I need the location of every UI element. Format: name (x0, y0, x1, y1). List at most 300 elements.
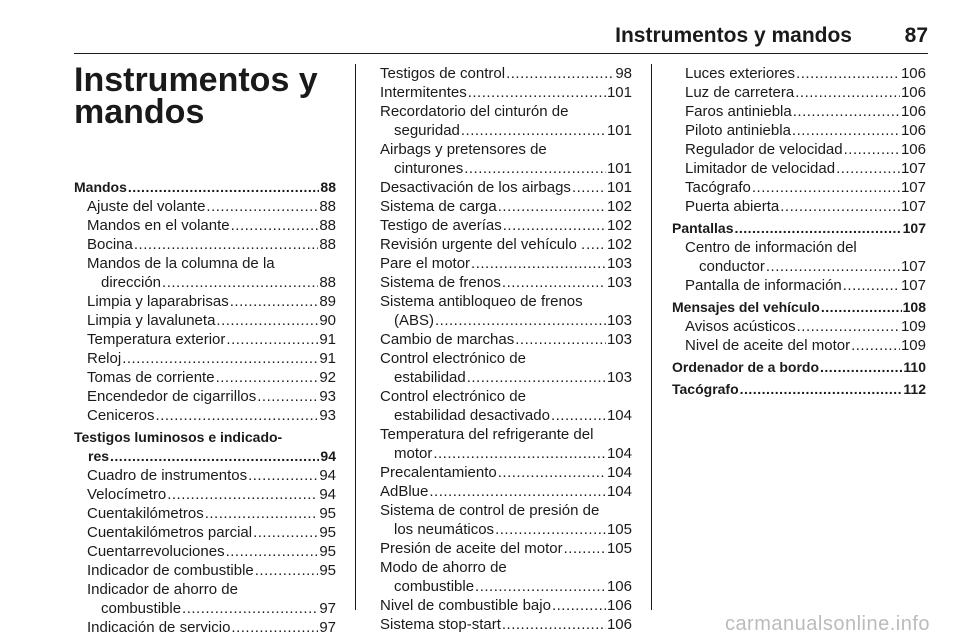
toc-entry-row (380, 178, 632, 197)
toc-entry-label: Sistema stop-start (380, 616, 501, 633)
toc-entry-row (380, 330, 632, 349)
toc-entry-row (380, 368, 632, 387)
toc-page-number: 109 (900, 337, 926, 354)
toc-entry-row (87, 273, 336, 292)
toc-entry-row (672, 380, 926, 399)
toc-entry-label: Nivel de combustible bajo (380, 597, 551, 614)
toc-entry-label: Ordenador de a bordo (672, 359, 820, 375)
dot-leader (255, 561, 319, 580)
toc-entry-label: Encendedor de cigarrillos (87, 388, 257, 405)
toc-column-1 (74, 61, 336, 637)
dot-leader (471, 254, 606, 273)
toc-entry-row (380, 311, 632, 330)
toc-entry-row (74, 447, 336, 466)
toc-entry-label: estabilidad (394, 369, 466, 386)
toc-entry[interactable] (672, 178, 926, 197)
toc-entry-label: Puerta abierta (685, 198, 780, 215)
dot-leader (551, 406, 606, 425)
toc-entry-label: Testigos de control (380, 65, 506, 82)
toc-entry-row (685, 178, 926, 197)
toc-entry-label: Temperatura exterior (87, 331, 226, 348)
toc-page-number: 101 (606, 160, 632, 177)
toc-entry-label: Sistema de frenos (380, 274, 501, 291)
toc-entry[interactable] (380, 64, 632, 83)
toc-page-number: 103 (606, 369, 632, 386)
toc-entry-label: Pare el motor (380, 255, 471, 272)
toc-section-entry[interactable] (672, 358, 926, 377)
dot-leader (475, 577, 606, 596)
dot-leader (843, 276, 900, 295)
toc-entry-label: Mandos (74, 179, 127, 195)
toc-page-number: 101 (606, 84, 632, 101)
toc-entry-label: Pantallas (672, 220, 734, 236)
toc-entry[interactable] (74, 504, 336, 523)
toc-entry[interactable] (380, 102, 632, 140)
toc-entry[interactable] (74, 197, 336, 216)
dot-leader (506, 64, 614, 83)
toc-entry[interactable] (380, 558, 632, 596)
toc-entry-row (87, 368, 336, 387)
dot-leader (110, 447, 319, 466)
toc-entry[interactable] (672, 140, 926, 159)
toc-page-number: 88 (319, 217, 336, 234)
dot-leader (821, 298, 902, 317)
toc-entry-label: Piloto antiniebla (685, 122, 791, 139)
toc-entry-row (380, 159, 632, 178)
toc-entry-label: seguridad (394, 122, 460, 139)
toc-entry-label: Cuentarrevoluciones (87, 543, 225, 560)
toc-page-number: 103 (606, 331, 632, 348)
toc-entries-2 (380, 64, 632, 634)
toc-page-number: 88 (319, 198, 336, 215)
toc-entry[interactable] (74, 368, 336, 387)
dot-leader (502, 615, 606, 634)
toc-page-number: 88 (319, 236, 336, 253)
toc-entry[interactable] (380, 482, 632, 501)
toc-column-3 (672, 64, 926, 399)
dot-leader (793, 102, 900, 121)
dot-leader (795, 83, 900, 102)
toc-entry-label: motor (394, 445, 433, 462)
toc-entry-label-line: Recordatorio del cinturón de (380, 103, 569, 120)
toc-entry[interactable] (74, 292, 336, 311)
toc-entry-row (380, 235, 632, 254)
dot-leader (216, 311, 318, 330)
toc-entry[interactable] (380, 501, 632, 539)
toc-page-number: 107 (900, 160, 926, 177)
dot-leader (134, 235, 318, 254)
toc-entry-row (672, 219, 926, 238)
toc-entry-label: Bocina (87, 236, 133, 253)
toc-entry-label: Ajuste del volante (87, 198, 206, 215)
toc-entry-label: Ceniceros (87, 407, 155, 424)
toc-entry[interactable] (74, 523, 336, 542)
dot-leader (792, 121, 900, 140)
toc-page-number: 94 (320, 448, 336, 464)
dot-leader (502, 273, 606, 292)
toc-entry[interactable] (74, 580, 336, 618)
toc-entry[interactable] (380, 197, 632, 216)
dot-leader (182, 599, 318, 618)
dot-leader (734, 219, 901, 238)
toc-entry-row (380, 520, 632, 539)
dot-leader (552, 596, 606, 615)
toc-page-number: 103 (606, 274, 632, 291)
toc-entry[interactable] (380, 273, 632, 292)
toc-page-number: 107 (900, 277, 926, 294)
toc-entry[interactable] (672, 102, 926, 121)
toc-entry-row (685, 276, 926, 295)
toc-page-number: 98 (615, 65, 632, 82)
toc-entry-label: Faros antiniebla (685, 103, 792, 120)
toc-entry-label-line: Centro de información del (685, 239, 857, 256)
toc-entry[interactable] (74, 311, 336, 330)
toc-page-number: 93 (319, 407, 336, 424)
toc-page-number: 95 (319, 505, 336, 522)
toc-entry[interactable] (380, 140, 632, 178)
dot-leader (226, 330, 318, 349)
toc-entries-3 (672, 64, 926, 399)
toc-entry-row (380, 197, 632, 216)
toc-page-number: 105 (606, 540, 632, 557)
toc-entry[interactable] (672, 197, 926, 216)
toc-entry-row (380, 615, 632, 634)
dot-leader (586, 235, 606, 254)
toc-entry-label: estabilidad desactivado (394, 407, 550, 424)
toc-entry[interactable] (74, 235, 336, 254)
toc-entry[interactable] (380, 615, 632, 634)
toc-entry-row (87, 349, 336, 368)
header-rule (74, 53, 928, 54)
dot-leader (797, 317, 900, 336)
toc-page-number: 89 (319, 293, 336, 310)
toc-entry-label-line: Modo de ahorro de (380, 559, 507, 576)
toc-page-number: 107 (900, 198, 926, 215)
toc-page-number: 106 (900, 141, 926, 158)
toc-page-number: 110 (903, 359, 926, 375)
toc-page-number: 106 (900, 65, 926, 82)
toc-entry-row (685, 257, 926, 276)
dot-leader (503, 216, 606, 235)
toc-entry-row (685, 159, 926, 178)
toc-entry-row (685, 102, 926, 121)
toc-page-number: 95 (319, 543, 336, 560)
toc-entry[interactable] (380, 425, 632, 463)
toc-entry-label: Presión de aceite del motor (380, 540, 563, 557)
dot-leader (572, 178, 606, 197)
toc-entry-row (685, 64, 926, 83)
toc-page-number: 102 (606, 236, 632, 253)
toc-entry-label: combustible (101, 600, 182, 617)
toc-entry[interactable] (74, 387, 336, 406)
toc-entry-label: Limpia y laparabrisas (87, 293, 229, 310)
toc-entry-row (685, 83, 926, 102)
toc-entry-label-line: Sistema antibloqueo de frenos (380, 293, 583, 310)
toc-entry-row (685, 317, 926, 336)
toc-entry-row (685, 336, 926, 355)
toc-entry-row (87, 466, 336, 485)
toc-entry-row (87, 599, 336, 618)
toc-entry[interactable] (380, 178, 632, 197)
toc-entry[interactable] (672, 317, 926, 336)
toc-entry[interactable] (380, 216, 632, 235)
toc-entry-row (672, 358, 926, 377)
toc-entry-label-line: Control electrónico de (380, 388, 526, 405)
toc-entry-row (380, 596, 632, 615)
toc-entry-label: Indicación de servicio (87, 619, 231, 636)
toc-page-number: 101 (606, 179, 632, 196)
toc-page-number: 102 (606, 198, 632, 215)
toc-page-number: 95 (319, 562, 336, 579)
toc-entry[interactable] (74, 330, 336, 349)
toc-page-number: 97 (319, 619, 336, 636)
dot-leader (467, 368, 606, 387)
toc-entry-row (380, 254, 632, 273)
toc-entry[interactable] (672, 121, 926, 140)
toc-page-number: 104 (606, 464, 632, 481)
toc-entry[interactable] (380, 349, 632, 387)
dot-leader (498, 463, 606, 482)
toc-page-number: 104 (606, 445, 632, 462)
toc-entry-row (87, 387, 336, 406)
toc-section-entry[interactable] (74, 178, 336, 197)
toc-page-number: 88 (320, 179, 336, 195)
dot-leader (435, 311, 606, 330)
toc-entry[interactable] (380, 463, 632, 482)
column-divider-2 (651, 64, 652, 610)
toc-entry-row (87, 406, 336, 425)
dot-leader (156, 406, 319, 425)
toc-entry[interactable] (74, 561, 336, 580)
toc-entry-label: Nivel de aceite del motor (685, 337, 851, 354)
toc-entry[interactable] (672, 336, 926, 355)
dot-leader (752, 178, 900, 197)
toc-entry-label: Luces exteriores (685, 65, 796, 82)
dot-leader (230, 292, 319, 311)
toc-entry[interactable] (380, 292, 632, 330)
toc-entry[interactable] (74, 349, 336, 368)
toc-entry[interactable] (380, 235, 632, 254)
toc-entry-label: Cuentakilómetros parcial (87, 524, 253, 541)
dot-leader (128, 178, 320, 197)
dot-leader (433, 444, 606, 463)
toc-entry[interactable] (74, 254, 336, 292)
toc-entry-label: res (88, 448, 110, 464)
toc-entry-label: Mandos en el volante (87, 217, 230, 234)
toc-section-entry[interactable] (74, 428, 336, 466)
page-header (0, 10, 960, 54)
toc-entry[interactable] (380, 254, 632, 273)
toc-entry-row (685, 121, 926, 140)
toc-entry-label: Tomas de corriente (87, 369, 215, 386)
toc-entry-row (380, 444, 632, 463)
toc-section-entry[interactable] (672, 219, 926, 238)
toc-entry[interactable] (380, 330, 632, 349)
toc-entry-label: Limpia y lavaluneta (87, 312, 216, 329)
toc-entry-label: Pantalla de información (685, 277, 842, 294)
toc-entry-label: conductor (699, 258, 765, 275)
toc-entry[interactable] (672, 238, 926, 276)
toc-entry-label: Revisión urgente del vehículo . (380, 236, 586, 253)
toc-page-number: 101 (606, 122, 632, 139)
toc-entry-label: Indicador de combustible (87, 562, 254, 579)
dot-leader (253, 523, 318, 542)
dot-leader (461, 121, 606, 140)
toc-entries-1 (74, 178, 336, 637)
dot-leader (836, 159, 900, 178)
toc-page-number: 95 (319, 524, 336, 541)
toc-entry[interactable] (380, 387, 632, 425)
toc-page-number: 106 (606, 616, 632, 633)
toc-entry[interactable] (74, 466, 336, 485)
toc-entry[interactable] (672, 159, 926, 178)
toc-entry[interactable] (74, 216, 336, 235)
toc-entry-label: dirección (101, 274, 162, 291)
toc-entry[interactable] (672, 64, 926, 83)
toc-entry-row (87, 311, 336, 330)
toc-entry-label: cinturones (394, 160, 464, 177)
toc-entry-label-line: Airbags y pretensores de (380, 141, 547, 158)
toc-entry[interactable] (74, 618, 336, 637)
dot-leader (495, 520, 606, 539)
dot-leader (162, 273, 318, 292)
dot-leader (231, 216, 319, 235)
dot-leader (429, 482, 606, 501)
toc-entry-label-line: Indicador de ahorro de (87, 581, 238, 598)
toc-page-number: 106 (900, 103, 926, 120)
toc-entry-label: Tacógrafo (685, 179, 751, 196)
toc-entry-label-line: Mandos de la columna de la (87, 255, 275, 272)
toc-page-number: 106 (900, 84, 926, 101)
toc-entry-label: Sistema de carga (380, 198, 497, 215)
toc-page-number: 90 (319, 312, 336, 329)
dot-leader (248, 466, 318, 485)
toc-entry-label: Reloj (87, 350, 122, 367)
dot-leader (231, 618, 318, 637)
toc-page-number: 91 (319, 350, 336, 367)
toc-entry-row (380, 406, 632, 425)
dot-leader (851, 336, 900, 355)
dot-leader (226, 542, 319, 561)
header-title: Instrumentos y mandos (615, 24, 852, 47)
toc-entry-label: AdBlue (380, 483, 429, 500)
toc-page-number: 88 (319, 274, 336, 291)
toc-entry-label: Regulador de velocidad (685, 141, 843, 158)
dot-leader (515, 330, 606, 349)
toc-entry-row (380, 64, 632, 83)
column-divider-1 (355, 64, 356, 610)
toc-entry-label: (ABS) (394, 312, 435, 329)
toc-entry[interactable] (380, 539, 632, 558)
toc-page-number: 94 (319, 467, 336, 484)
toc-entry-row (87, 292, 336, 311)
toc-entry-row (380, 273, 632, 292)
toc-entry-row (672, 298, 926, 317)
toc-entry-row (380, 539, 632, 558)
toc-entry-label: Cambio de marchas (380, 331, 515, 348)
toc-section-entry[interactable] (672, 380, 926, 399)
toc-entry[interactable] (672, 276, 926, 295)
dot-leader (498, 197, 606, 216)
toc-page-number: 108 (902, 299, 926, 315)
toc-entry-label: Avisos acústicos (685, 318, 796, 335)
toc-page-number: 103 (606, 255, 632, 272)
toc-entry-row (380, 463, 632, 482)
toc-entry-label-line: Control electrónico de (380, 350, 526, 367)
toc-entry[interactable] (380, 596, 632, 615)
toc-entry-row (87, 523, 336, 542)
toc-entry-label: Intermitentes (380, 84, 467, 101)
toc-entry-row (380, 83, 632, 102)
toc-entry-row (87, 561, 336, 580)
toc-entry[interactable] (74, 485, 336, 504)
toc-page-number: 104 (606, 407, 632, 424)
section-title-line-2: mandos (74, 93, 205, 131)
toc-entry-label-line: Testigos luminosos e indicado- (74, 429, 283, 445)
toc-entry-row (87, 330, 336, 349)
toc-entry-row (685, 140, 926, 159)
toc-entry-label-line: Sistema de control de presión de (380, 502, 600, 519)
toc-entry[interactable] (380, 83, 632, 102)
toc-entry-row (87, 618, 336, 637)
dot-leader (167, 485, 318, 504)
toc-page-number: 97 (319, 600, 336, 617)
dot-leader (820, 358, 902, 377)
toc-entry-label: Precalentamiento (380, 464, 497, 481)
dot-leader (468, 83, 606, 102)
dot-leader (206, 197, 318, 216)
toc-page-number: 112 (903, 381, 926, 397)
header-page-number: 87 (904, 24, 928, 47)
dot-leader (122, 349, 318, 368)
toc-entry-row (380, 121, 632, 140)
toc-entry[interactable] (74, 542, 336, 561)
toc-entry-row (87, 216, 336, 235)
toc-entry-label: Cuadro de instrumentos (87, 467, 248, 484)
toc-section-entry[interactable] (672, 298, 926, 317)
toc-entry[interactable] (672, 83, 926, 102)
dot-leader (740, 380, 903, 399)
watermark: carmanualsonline.info (724, 613, 930, 635)
toc-entry[interactable] (74, 406, 336, 425)
section-title-line-1: Instrumentos y (74, 61, 318, 99)
toc-entry-row (380, 216, 632, 235)
toc-entry-row (380, 482, 632, 501)
toc-page-number: 107 (902, 220, 926, 236)
toc-entry-row (74, 178, 336, 197)
section-title (74, 61, 336, 131)
dot-leader (216, 368, 319, 387)
toc-entry-label: Testigo de averías (380, 217, 502, 234)
dot-leader (844, 140, 900, 159)
toc-entry-label: Cuentakilómetros (87, 505, 204, 522)
toc-entry-label: Mensajes del vehículo (672, 299, 820, 315)
toc-entry-label: combustible (394, 578, 475, 595)
toc-entry-label: Desactivación de los airbags (380, 179, 571, 196)
toc-page-number: 106 (606, 597, 632, 614)
dot-leader (780, 197, 900, 216)
toc-page-number: 107 (900, 258, 926, 275)
toc-page-number: 103 (606, 312, 632, 329)
toc-page-number: 105 (606, 521, 632, 538)
toc-entry-row (685, 197, 926, 216)
toc-page-number: 91 (319, 331, 336, 348)
dot-leader (564, 539, 606, 558)
toc-entry-row (87, 197, 336, 216)
toc-page-number: 107 (900, 179, 926, 196)
toc-page-number: 93 (319, 388, 336, 405)
dot-leader (766, 257, 900, 276)
